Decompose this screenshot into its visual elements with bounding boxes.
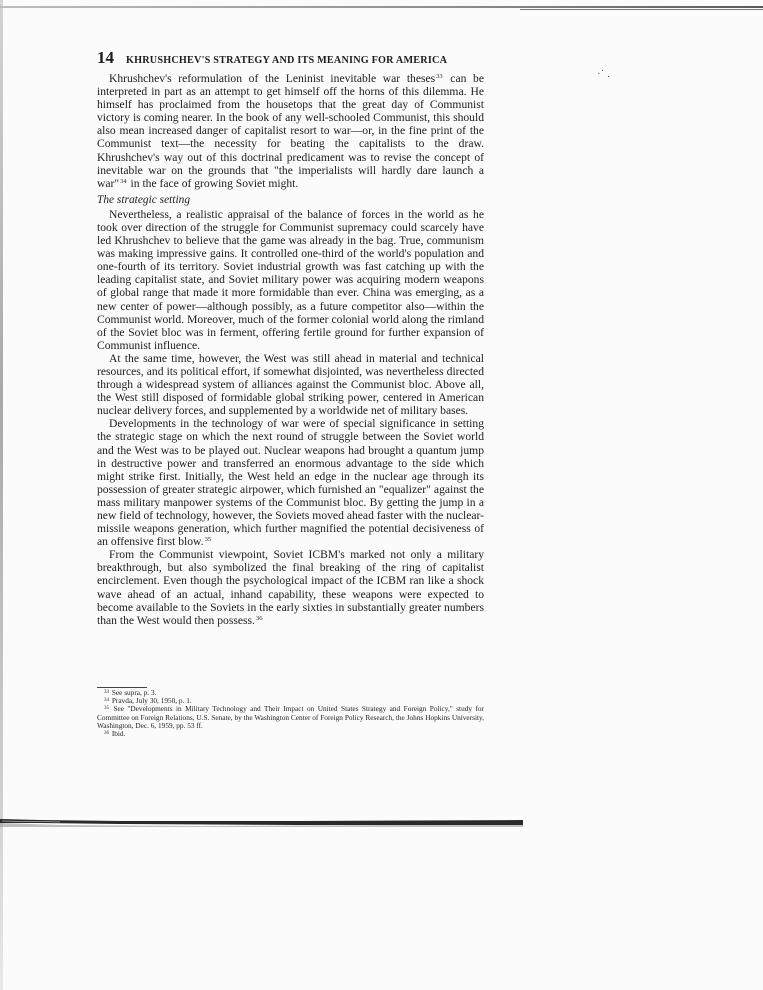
paragraph-text: Khrushchev's reformulation of the Leninist inevitable war theses	[109, 72, 436, 85]
running-title: KHRUSHCHEV'S STRATEGY AND ITS MEANING FOR AMERICA	[126, 55, 448, 66]
paragraph	[97, 417, 484, 548]
footnote-ref: 36	[255, 614, 263, 622]
page-number: 14	[97, 48, 114, 67]
scan-top-rule	[0, 6, 763, 8]
footnote-ref: 33	[436, 73, 443, 80]
footnote-text: See "Developments in Military Technology and Their Impact on United States Strategy and Foreign Policy," study for Committee on Foreign Relations, U.S. Senate, by the Washington Center of Foreign Policy Research, the Johns Hopkins University, Washington, Dec. 6, 1959, pp. 53 ff.	[97, 704, 484, 730]
paragraph: Nevertheless, a realistic appraisal of the balance of forces in the world as he took over direction of the struggle for Communist supremacy could scarcely have led Khrushchev to believe that the game was already in the bag. True, communism was making impressive gains. It controlled one-third of the world's population and one-fourth of its territory. Soviet industrial growth was fast catching up with the leading capitalist state, and Soviet military power was acquiring modern weapons of global range that made it more formidable than ever. China was emerging, as a new center of power—although possibly, as a future competitor also—within the Communist world. Moreover, much of the former colonial world along the rimland of the Soviet bloc was in ferment, offering fertile ground for further expansion of Communist influence.	[97, 207, 484, 352]
paragraph-text: can be interpreted in part as an attempt to get himself off the horns of this dilemma. He himself has proclaimed from the housetops that the great day of Communist victory is coming nearer. In the book of any well-schooled Communist, this should also mean increased danger of capitalist resort to war—or, in the fine print of the Communist text—the necessity for beating the capitalists to the draw. Khrushchev's way out of this doctrinal predicament was to revise the concept of inevitable war on the grounds that "the imperialists will hardly dare launch a war"	[97, 72, 484, 190]
footnote-number: 35	[104, 706, 109, 712]
footnote-ref: 34	[120, 177, 127, 185]
footnotes	[97, 689, 484, 738]
scan-artifact-bar	[0, 817, 523, 828]
footnote-ref: 35	[204, 536, 212, 544]
footnote-text: See supra, p. 3.	[111, 688, 157, 697]
footnote-number: 33	[104, 690, 109, 695]
paragraph	[97, 548, 484, 627]
footnote-number: 34	[104, 698, 109, 704]
paragraph-text: Developments in the technology of war were of special significance in setting the strategic stage on which the next round of struggle between the Soviet world and the West was to be played out. Nuclear weapons had brought a quantum jump in destructive power and transferred an enormous advantage to the side which might strike first. Initially, the West held an edge in the nuclear age through its possession of greater strategic airpower, which furnished an "equalizer" against the mass military manpower systems of the Communist bloc. By getting the jump in a new field of technology, however, the Soviets moved ahead faster with the nuclear-missile weapons generation, which further magnified the potential decisiveness of an offensive first blow.	[97, 417, 484, 549]
footnote-text: Pravda, July 30, 1950, p. 1.	[111, 696, 192, 706]
paragraph	[97, 72, 484, 190]
footnote-number: 36	[104, 731, 109, 737]
paragraph-text: From the Communist viewpoint, Soviet ICBM's marked not only a military breakthrough, but also symbolized the final breaking of the ring of capitalist encirclement. Even though the psychological impact of the ICBM ran like a shock wave ahead of an actual, inhand capability, these weapons were expected to become available to the Soviets in the early sixties in substantially greater numbers than the West would then possess.	[97, 548, 484, 627]
page-header	[97, 48, 497, 68]
section-subheading: The strategic setting	[97, 193, 191, 206]
body-text	[97, 72, 484, 627]
paragraph-text: in the face of growing Soviet might.	[127, 176, 299, 190]
scan-speck: ·˙ .	[597, 68, 610, 80]
paragraph: At the same time, however, the West was still ahead in material and technical resources, and its political effort, if somewhat disjointed, was nevertheless directed through a widespread system of alliances against the Communist bloc. Above all, the West still disposed of formidable global striking power, centered in American nuclear delivery forces, and supplemented by a worldwide net of military bases.	[97, 351, 484, 418]
footnote	[97, 705, 484, 730]
footnote	[97, 730, 484, 738]
scan-left-edge	[0, 0, 3, 990]
footnote-text: Ibid.	[111, 729, 126, 739]
scan-top-rule-secondary	[520, 9, 763, 10]
